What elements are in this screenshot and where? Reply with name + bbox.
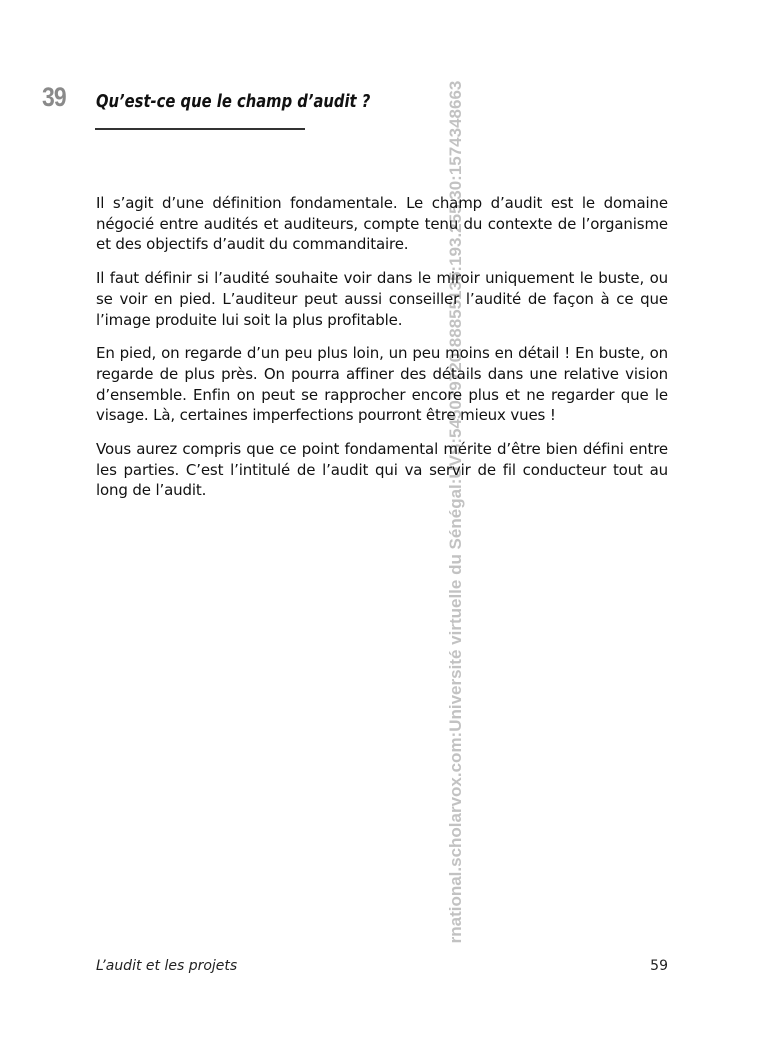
question-title: Qu’est-ce que le champ d’audit ? bbox=[96, 91, 371, 112]
title-underline bbox=[95, 128, 305, 130]
page-number: 59 bbox=[650, 958, 668, 974]
paragraph-1: Il s’agit d’une définition fondamentale. Le champ d’audit est le domaine négocié entre audités et auditeurs, compte tenu du contexte de l’organisme et des objectifs d’audit du commanditaire. bbox=[96, 194, 668, 254]
paragraph-3: En pied, on regarde d’un peu plus loin, un peu moins en détail ! En buste, on regarde de plus près. On pourra affiner des détails dans une relative vision d’ensemble. Enfin on peut se rapprocher encore plus et ne regarder que le visage. Là, certaines imperfections pourront être mieux vues ! bbox=[96, 344, 668, 425]
watermark: rnational.scholarvox.com:Université virtuelle du Sénégal:UVS:545079720:88855135:193.255.30:1574348663 bbox=[446, 80, 465, 944]
paragraph-2: Il faut définir si l’audité souhaite voir dans le miroir uniquement le buste, ou se voir en pied. L’auditeur peut aussi conseiller l’audité de façon à ce que l’image produite lui soit la plus profitable. bbox=[96, 269, 668, 329]
footer-book-title: L’audit et les projets bbox=[96, 958, 238, 974]
chapter-number: 39 bbox=[42, 82, 66, 112]
body-text bbox=[96, 193, 668, 514]
paragraph-4: Vous aurez compris que ce point fondamental mérite d’être bien défini entre les parties. C’est l’intitulé de l’audit qui va servir de fil conducteur tout au long de l’audit. bbox=[96, 440, 668, 500]
